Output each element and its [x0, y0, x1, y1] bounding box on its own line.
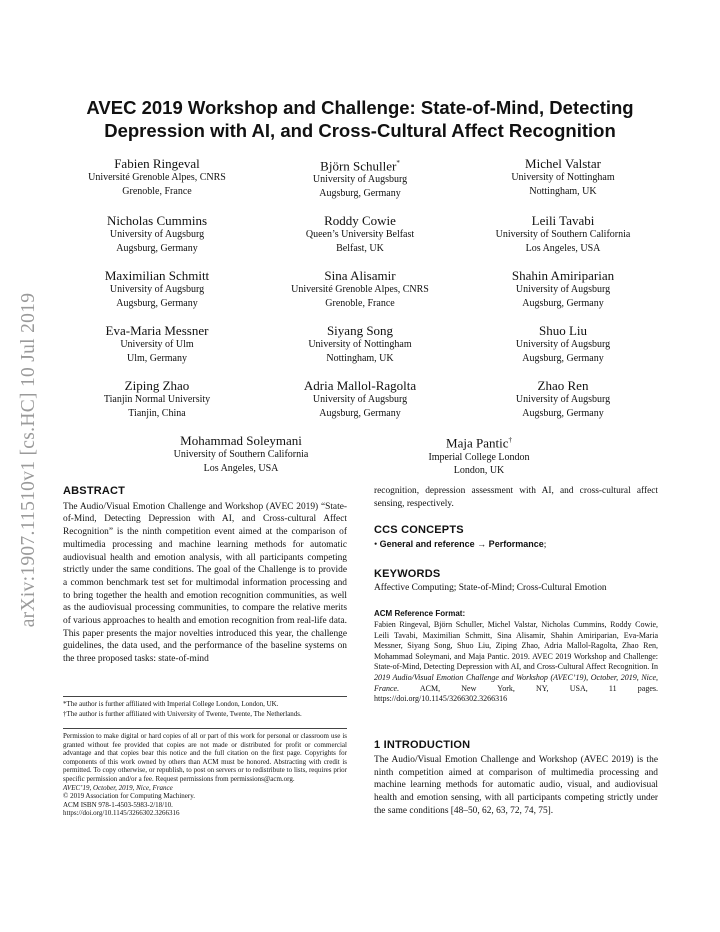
author-location: Augsburg, Germany [116, 297, 198, 309]
reference-heading: ACM Reference Format: [374, 609, 466, 618]
author [468, 213, 658, 255]
ccs-heading: CCS CONCEPTS [374, 524, 464, 536]
copyright-line: © 2019 Association for Computing Machinery. [63, 792, 196, 801]
author-affiliation: Imperial College London [428, 451, 530, 463]
arxiv-id: arXiv:1907.11510v1 [cs.HC] 10 Jul 2019 [18, 292, 39, 628]
author-name: Nicholas Cummins [106, 213, 208, 229]
footnote-star: *The author is further affiliated with Imperial College London, London, UK. [63, 700, 279, 708]
author [468, 156, 658, 200]
introduction-heading: 1 INTRODUCTION [374, 739, 471, 751]
author-location: Grenoble, France [122, 185, 192, 197]
author-name: Sina Alisamir [324, 268, 396, 284]
author-name: Maja Pantic [446, 435, 509, 451]
author [62, 323, 252, 365]
author-location: Nottingham, UK [529, 185, 597, 197]
author [468, 378, 658, 420]
author-name: Fabien Ringeval [114, 156, 200, 171]
keywords-section [374, 568, 658, 593]
author [62, 213, 252, 255]
isbn-line: ACM ISBN 978-1-4503-5983-2/18/10. [63, 800, 173, 809]
author-location: Los Angeles, USA [525, 242, 601, 254]
author-block [62, 156, 658, 491]
acm-reference-section [374, 609, 658, 705]
ccs-bullet: • [374, 540, 378, 550]
author-affiliation: University of Augsburg [515, 284, 611, 296]
author-location: Augsburg, Germany [319, 407, 401, 419]
author-name: Adria Mallol-Ragolta [303, 378, 417, 394]
author-name: Siyang Song [326, 323, 394, 339]
author [265, 213, 455, 255]
author-location: Ulm, Germany [127, 352, 187, 364]
doi-link[interactable]: https://doi.org/10.1145/3266302.3266316 [63, 809, 180, 818]
author-location: Los Angeles, USA [203, 462, 279, 474]
conference-info: AVEC’19, October, 2019, Nice, France [63, 783, 173, 792]
author-name: Björn Schuller [320, 158, 397, 174]
author-row [62, 268, 658, 310]
author-affiliation: University of Southern California [173, 449, 309, 461]
author-name: Zhao Ren [537, 378, 589, 394]
author-row [62, 156, 658, 200]
author-affiliation: University of Nottingham [308, 339, 412, 351]
author-location: Augsburg, Germany [522, 297, 604, 309]
author [468, 323, 658, 365]
author-name: Ziping Zhao [124, 378, 190, 394]
author [265, 378, 455, 420]
keywords-heading: KEYWORDS [374, 568, 441, 580]
abstract-text: The Audio/Visual Emotion Challenge and Workshop (AVEC 2019) “State-of-Mind, Detecting Depression with AI, and Cross-cultural Affect Recognition” is the ninth competition event aimed at the comparison of multimedia processing and machine learning methods for automatic audiovisual health and emotion analysis, with all participants competing strictly under the same conditions. The goal of the Challenge is to provide a common benchmark test set for multimodal information processing and to bring together the health and emotion recognition communities, as well as the audiovisual processing communities, to compare the relative merits of various approaches to health and emotion recognition from real-life data. This paper presents the major novelties introduced this year, the challenge guidelines, the data used, and the performance of the baseline systems on the three proposed tasks: state-of-mind [63, 501, 348, 665]
author-affiliation: Université Grenoble Alpes, CNRS [88, 172, 226, 183]
author-affiliation: Tianjin Normal University [103, 394, 211, 406]
abstract-continuation [374, 485, 658, 510]
reference-venue: 2019 Audio/Visual Emotion Challenge and Workshop (AVEC’19), October, 2019, Nice, France. [374, 672, 658, 693]
author-name: Maximilian Schmitt [104, 268, 210, 284]
keywords-text: Affective Computing; State-of-Mind; Cross-Cultural Emotion [374, 583, 607, 593]
reference-text [374, 620, 658, 705]
ccs-section [374, 524, 658, 550]
author-name: Roddy Cowie [324, 213, 396, 229]
abstract-continuation-text: recognition, depression assessment with AI, and cross-cultural affect sensing, respectively. [374, 486, 658, 509]
author-affiliation: University of Augsburg [312, 174, 408, 186]
author-row [62, 213, 658, 255]
author-location: Belfast, UK [336, 242, 384, 254]
author-row [62, 378, 658, 420]
ccs-suffix: ; [543, 540, 547, 550]
abstract-heading: ABSTRACT [63, 485, 126, 497]
author-location: Nottingham, UK [326, 352, 394, 364]
introduction-section [374, 739, 658, 818]
reference-authors: Fabien Ringeval, Björn Schuller, Michel Valstar, Nicholas Cummins, Roddy Cowie, Leili Tavabi, Maximilian Schmitt, Sina Alisamir, Shahin Amiriparian, Eva-Maria Messner, Siyang Song, Shuo Liu, Ziping Zhao, Adria Mallol-Ragolta, Zhao Ren, Mohammad Soleymani, and Maja Pantic. 2019. AVEC 2019 Workshop and Challenge: State-of-Mind, Detecting Depression with AI, and Cross-Cultural Affect Recognition. In [374, 620, 658, 672]
author-location: Augsburg, Germany [522, 407, 604, 419]
author-row [62, 323, 658, 365]
permission-notice [63, 728, 347, 818]
author [62, 378, 252, 420]
author-footnote-mark: * [396, 159, 400, 167]
author-affiliation: University of Nottingham [511, 172, 615, 183]
author [62, 268, 252, 310]
author-affiliation: University of Augsburg [515, 339, 611, 351]
author-location: Grenoble, France [325, 297, 395, 309]
author-location: Augsburg, Germany [522, 352, 604, 364]
author-name: Leili Tavabi [531, 213, 595, 229]
author-location: Tianjin, China [128, 407, 186, 419]
author-name: Eva-Maria Messner [105, 323, 209, 339]
footnote-dagger: †The author is further affiliated with University of Twente, Twente, The Netherlands. [63, 709, 302, 718]
title-line-2: Depression with AI, and Cross-Cultural Affect Recognition [104, 120, 616, 141]
arxiv-sidebar-stamp [14, 250, 44, 670]
author-affiliation: University of Augsburg [109, 229, 205, 241]
author-location: Augsburg, Germany [319, 187, 401, 199]
introduction-text: The Audio/Visual Emotion Challenge and Workshop (AVEC 2019) is the ninth competition aimed at comparison of multimedia processing and machine learning methods for automatic audio, visual, and audiovisual health and emotion sensing, with all participants competing strictly under the same conditions [48–50, 62, 63, 72, 74, 75]. [374, 755, 658, 816]
author-row [62, 433, 658, 477]
paper-title [60, 96, 660, 142]
title-line-1: AVEC 2019 Workshop and Challenge: State-of-Mind, Detecting [86, 97, 634, 118]
reference-tail: ACM, New York, NY, USA, 11 pages. https://doi.org/10.1145/3266302.3266316 [374, 683, 658, 704]
ccs-concept: General and reference → Performance [379, 539, 544, 549]
author-affiliation: University of Augsburg [515, 394, 611, 406]
author-name: Shahin Amiriparian [511, 268, 615, 284]
author [265, 268, 455, 310]
author [374, 433, 584, 477]
author-footnotes [63, 696, 347, 719]
permission-text: Permission to make digital or hard copies of all or part of this work for personal or classroom use is granted without fee provided that copies are not made or distributed for profit or commercial advantage and that copies bear this notice and the full citation on the first page. Copyrights for components of this work owned by others than ACM must be honored. Abstracting with credit is permitted. To copy otherwise, or republish, to post on servers or to redistribute to lists, requires prior specific permission and/or a fee. Request permissions from permissions@acm.org. [63, 732, 347, 783]
author [136, 433, 346, 477]
author-affiliation: University of Augsburg [109, 284, 205, 296]
abstract-section [63, 485, 347, 666]
author [265, 156, 455, 200]
author [62, 156, 252, 200]
author [468, 268, 658, 310]
author-affiliation: Université Grenoble Alpes, CNRS [291, 284, 429, 296]
author-location: London, UK [453, 465, 505, 477]
author-name: Michel Valstar [525, 156, 601, 171]
author-name: Mohammad Soleymani [180, 433, 302, 449]
author-location: Augsburg, Germany [116, 242, 198, 254]
author-affiliation: University of Augsburg [312, 394, 408, 406]
author-affiliation: University of Ulm [120, 339, 194, 351]
author [265, 323, 455, 365]
author-affiliation: University of Southern California [495, 229, 631, 241]
author-footnote-mark: † [508, 436, 512, 445]
author-name: Shuo Liu [538, 323, 588, 339]
author-affiliation: Queen’s University Belfast [305, 229, 415, 241]
ccs-concept-line [374, 539, 658, 550]
